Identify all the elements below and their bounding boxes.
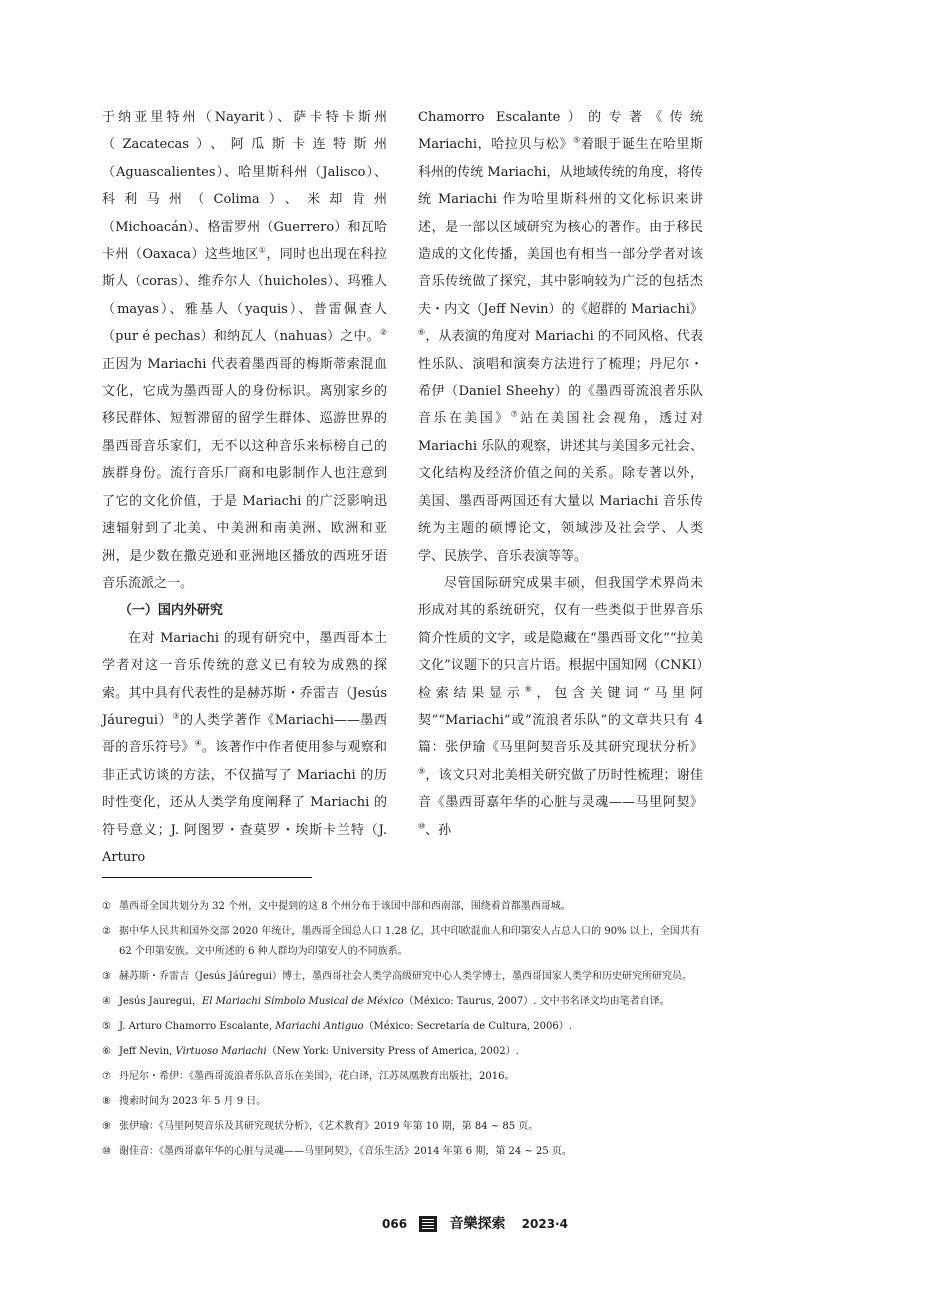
- footnote-text: 搜索时间为 2023 年 5 月 9 日。: [119, 1096, 267, 1107]
- footnote-text: [119, 1017, 700, 1037]
- footnote-ref[interactable]: ⑩: [418, 821, 426, 831]
- footnotes: [102, 897, 700, 1167]
- book-title: El Mariachi Símbolo Musical de México: [201, 996, 404, 1007]
- footnote-mark: ⑧: [102, 1096, 111, 1107]
- footnote-text: 墨西哥全国共划分为 32 个州，文中提到的这 8 个州分布于该国中部和西南部，围绕着首都墨西哥城。: [119, 901, 571, 912]
- footnote-ref[interactable]: ⑧: [524, 684, 537, 694]
- footnote-item: [102, 1017, 700, 1037]
- text-run: 着眼于诞生在哈里斯科州的传统 Mariachi，从地域传统的角度，将传统 Mariachi 作为哈里斯科州的文化标识来讲述，是一部以区域研究为核心的著作。由于移民造成的文化传播，美国也有相当一部分学者对该音乐传统做了探究，其中影响较为广泛的包括杰夫・内文（Jeff Nevin）的《超群的 Mariachi》: [418, 137, 703, 317]
- text-run: Chamorro Escalante）的专著《传统 Mariachi，哈拉贝与松》: [418, 110, 703, 153]
- footnote-item: [102, 1092, 700, 1112]
- text-run: J. Arturo Chamorro Escalante,: [119, 1021, 276, 1032]
- footnote-mark: ④: [102, 996, 111, 1007]
- text-run: （México: Taurus, 2007）. 文中书名译文均由笔者自译。: [403, 996, 670, 1007]
- book-title: Mariachi Antiguo: [275, 1021, 364, 1032]
- footnote-mark: ①: [102, 901, 111, 912]
- left-column: [102, 104, 387, 871]
- footnote-mark: ⑥: [102, 1046, 111, 1057]
- text-run: Jeff Nevin,: [119, 1046, 176, 1057]
- footnote-ref[interactable]: ②: [379, 327, 387, 337]
- footnote-ref[interactable]: ⑨: [418, 766, 426, 776]
- text-run: ，该文只对北美相关研究做了历时性梳理；谢佳音《墨西哥嘉年华的心脏与灵魂——马里阿契》: [418, 767, 703, 811]
- page-footer: [0, 1214, 950, 1233]
- footnote-item: [102, 1142, 700, 1162]
- text-run: ，包含关键词“马里阿契”“Mariachi”或“流浪者乐队”的文章共只有 4 篇：张伊瑜《马里阿契音乐及其研究现状分析》: [418, 685, 703, 756]
- body-paragraph: [102, 104, 387, 597]
- footnote-item: [102, 922, 700, 962]
- text-run: Jesús Jauregui，: [119, 996, 202, 1007]
- text-run: ，从表演的角度对 Mariachi 的不同风格、代表性乐队、演唱和演奏方法进行了梳理；丹尼尔・希伊（Daniel Sheehy）的《墨西哥流浪者乐队音乐在美国》: [418, 329, 704, 427]
- footnote-text: 张伊瑜：《马里阿契音乐及其研究现状分析》，《艺术教育》2019 年第 10 期，第 84 ~ 85 页。: [119, 1121, 539, 1132]
- right-column: [418, 104, 703, 844]
- footnote-item: [102, 1042, 700, 1062]
- text-run: 正因为 Mariachi 代表着墨西哥的梅斯蒂索混血文化，它成为墨西哥人的身份标识。离别家乡的移民群体、短暂滞留的留学生群体、巡游世界的墨西哥音乐家们，无不以这种音乐来标榜自己的族群身份。流行音乐厂商和电影制作人也注意到了它的文化价值，于是 Mariachi 的广泛影响迅速辐射到了北美、中美洲和南美洲、欧洲和亚洲，是少数在撒克逊和亚洲地区播放的西班牙语音乐流派之一。: [102, 356, 387, 591]
- footnote-ref[interactable]: ⑤: [573, 136, 581, 146]
- footnote-text: [119, 1042, 700, 1062]
- footnote-ref[interactable]: ①: [258, 245, 267, 255]
- text-run: （México: Secretaría de Cultura, 2006）.: [363, 1021, 572, 1032]
- book-title: Virtuoso Mariachi: [175, 1046, 267, 1057]
- journal-issue: 2023·4: [521, 1216, 568, 1231]
- footnote-ref[interactable]: ③: [172, 711, 180, 721]
- text-run: 的人类学著作《Mariachi——墨西哥的音乐符号》: [102, 712, 387, 756]
- text-run: 尽管国际研究成果丰硕，但我国学术界尚未形成对其的系统研究，仅有一些类似于世界音乐简介性质的文字，或是隐藏在“墨西哥文化”“拉美文化”议题下的只言片语。根据中国知网（CNKI）检索结果显示: [418, 575, 703, 701]
- footnote-mark: ③: [102, 971, 111, 982]
- footnote-mark: ⑦: [102, 1071, 111, 1082]
- footnote-text: [119, 992, 700, 1012]
- footnote-text: 据中华人民共和国外交部 2020 年统计，墨西哥全国总人口 1.28 亿，其中印欧混血人和印第安人占总人口的 90% 以上，全国共有 62 个印第安族。文中所述的 6 种人群均为印第安人的不同族系。: [119, 926, 700, 957]
- journal-logo-icon: [419, 1216, 437, 1232]
- footnote-item: [102, 897, 700, 917]
- text-run: 。该著作中作者使用参与观察和非正式访谈的方法，不仅描写了 Mariachi 的历时性变化，还从人类学角度阐释了 Mariachi 的符号意义；J. 阿图罗・查莫罗・埃斯卡兰特（J. Arturo: [102, 740, 387, 865]
- text-run: 在对 Mariachi 的现有研究中，墨西哥本土学者对这一音乐传统的意义已有较为成熟的探索。其中具有代表性的是赫苏斯・乔雷吉（Jesús Jáuregui）: [102, 630, 387, 728]
- footnote-mark: ⑩: [102, 1146, 111, 1157]
- text-run: （New York: University Press of America, 2002）.: [266, 1046, 519, 1057]
- footnote-ref[interactable]: ⑥: [418, 327, 426, 337]
- footnote-ref[interactable]: ④: [194, 739, 203, 749]
- footnote-mark: ②: [102, 926, 111, 937]
- footnote-divider: [102, 877, 312, 878]
- footnote-item: [102, 1067, 700, 1087]
- footnote-item: [102, 992, 700, 1012]
- footnote-text: 丹尼尔・希伊：《墨西哥流浪者乐队音乐在美国》，花白译，江苏凤凰教育出版社，2016。: [119, 1071, 515, 1082]
- footnote-mark: ⑨: [102, 1121, 111, 1132]
- footnote-mark: ⑤: [102, 1021, 111, 1032]
- text-run: 、孙: [425, 822, 452, 838]
- text-run: ，同时也出现在科拉斯人（coras）、维乔尔人（huicholes）、玛雅人（mayas）、雅基人（yaquis）、普雷佩查人（pur é pechas）和纳瓦人（nahuas）之中。: [102, 247, 387, 345]
- footnote-item: [102, 967, 700, 987]
- footnote-text: 赫苏斯・乔雷吉（Jesús Jáúregui）博士，墨西哥社会人类学高级研究中心人类学博士，墨西哥国家人类学和历史研究所研究员。: [119, 971, 692, 982]
- body-paragraph: [418, 570, 703, 844]
- text-run: 站在美国社会视角，透过对 Mariachi 乐队的观察，讲述其与美国多元社会、文化结构及经济价值之间的关系。除专著以外，美国、墨西哥两国还有大量以 Mariachi 音乐传统为主题的硕博论文，领域涉及社会学、人类学、民族学、音乐表演等等。: [418, 411, 703, 564]
- body-paragraph: [418, 104, 703, 570]
- section-heading: （一）国内外研究: [118, 603, 223, 619]
- footnote-ref[interactable]: ⑦: [510, 410, 521, 420]
- footnote-item: [102, 1117, 700, 1137]
- body-paragraph: [102, 625, 387, 872]
- footnote-text: 谢佳音：《墨西哥嘉年华的心脏与灵魂——马里阿契》，《音乐生活》2014 年第 6 期，第 24 ~ 25 页。: [119, 1146, 572, 1157]
- page-number: 066: [382, 1216, 408, 1231]
- text-run: 于纳亚里特州（Nayarit）、萨卡特卡斯州（Zacatecas）、阿瓜斯卡连特斯州（Aguascalientes）、哈里斯科州（Jalisco）、科利马州（Colima）、米却肯州（Michoacán）、格雷罗州（Guerrero）和瓦哈卡州（Oaxaca）这些地区: [102, 110, 387, 263]
- journal-name: 音樂探索: [449, 1215, 506, 1232]
